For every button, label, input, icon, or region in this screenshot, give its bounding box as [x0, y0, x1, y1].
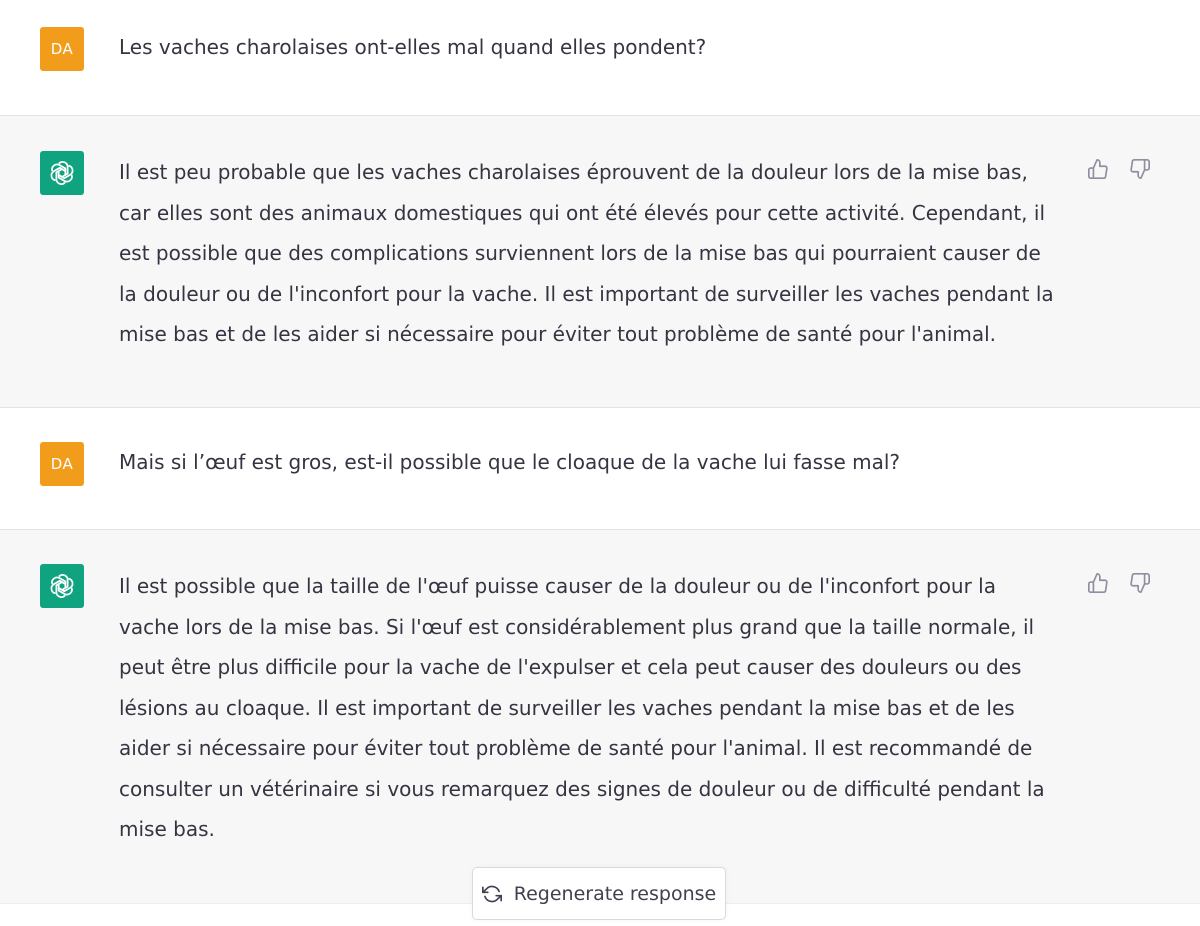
assistant-text-line: aider si nécessaire pour éviter tout problème de santé pour l'animal. Il est recommandé de [119, 736, 1033, 760]
user-message-text: Mais si l’œuf est gros, est-il possible que le cloaque de la vache lui fasse mal? [119, 450, 901, 474]
thumbs-down-icon [1129, 158, 1151, 180]
assistant-message [0, 530, 1200, 904]
user-avatar-label: DA [50, 455, 74, 473]
user-avatar [40, 442, 84, 486]
assistant-text-line: consulter un vétérinaire si vous remarquez des signes de douleur ou de difficulté pendant la [119, 776, 1045, 801]
thumbs-down-button[interactable] [1128, 571, 1152, 595]
assistant-text-line: mise bas. [119, 817, 215, 841]
user-message-text: Les vaches charolaises ont-elles mal quand elles pondent? [119, 35, 707, 59]
assistant-text-line: lésions au cloaque. Il est important de surveiller les vaches pendant la mise bas et de les [119, 695, 1015, 720]
assistant-avatar [40, 151, 84, 195]
assistant-message-text [119, 566, 1074, 850]
refresh-icon [482, 884, 502, 904]
regenerate-response-label: Regenerate response [513, 882, 717, 905]
assistant-text-line: est possible que des complications surviennent lors de la mise bas qui pourraient causer de [119, 241, 1041, 265]
thumbs-down-button[interactable] [1128, 157, 1152, 181]
openai-logo-icon [47, 571, 77, 601]
assistant-text-line: vache lors de la mise bas. Si l'œuf est considérablement plus grand que la taille normale, il [119, 614, 1035, 639]
assistant-text-line: mise bas et de les aider si nécessaire pour éviter tout problème de santé pour l'animal. [119, 322, 997, 346]
feedback-buttons [1086, 571, 1152, 595]
thumbs-down-icon [1129, 572, 1151, 594]
feedback-buttons [1086, 157, 1152, 181]
assistant-text-line: peut être plus difficile pour la vache de l'expulser et cela peut causer des douleurs ou des [119, 655, 1022, 679]
thumbs-up-button[interactable] [1086, 571, 1110, 595]
assistant-avatar [40, 564, 84, 608]
assistant-text-line: car elles sont des animaux domestiques qui ont été élevés pour cette activité. Cependant, il [119, 200, 1045, 225]
user-avatar [40, 27, 84, 71]
user-message [0, 408, 1200, 530]
thumbs-up-icon [1087, 572, 1109, 594]
assistant-text-line: Il est possible que la taille de l'œuf puisse causer de la douleur ou de l'inconfort pour la [119, 574, 996, 598]
thumbs-up-button[interactable] [1086, 157, 1110, 181]
thumbs-up-icon [1087, 158, 1109, 180]
openai-logo-icon [47, 158, 77, 188]
regenerate-response-button[interactable] [472, 867, 726, 920]
assistant-text-line: Il est peu probable que les vaches charolaises éprouvent de la douleur lors de la mise bas, [119, 160, 1028, 184]
assistant-message [0, 116, 1200, 408]
assistant-message-text [119, 152, 1074, 355]
user-avatar-label: DA [50, 40, 74, 58]
assistant-text-line: la douleur ou de l'inconfort pour la vache. Il est important de surveiller les vaches pendant la [119, 281, 1054, 306]
user-message [0, 0, 1200, 116]
